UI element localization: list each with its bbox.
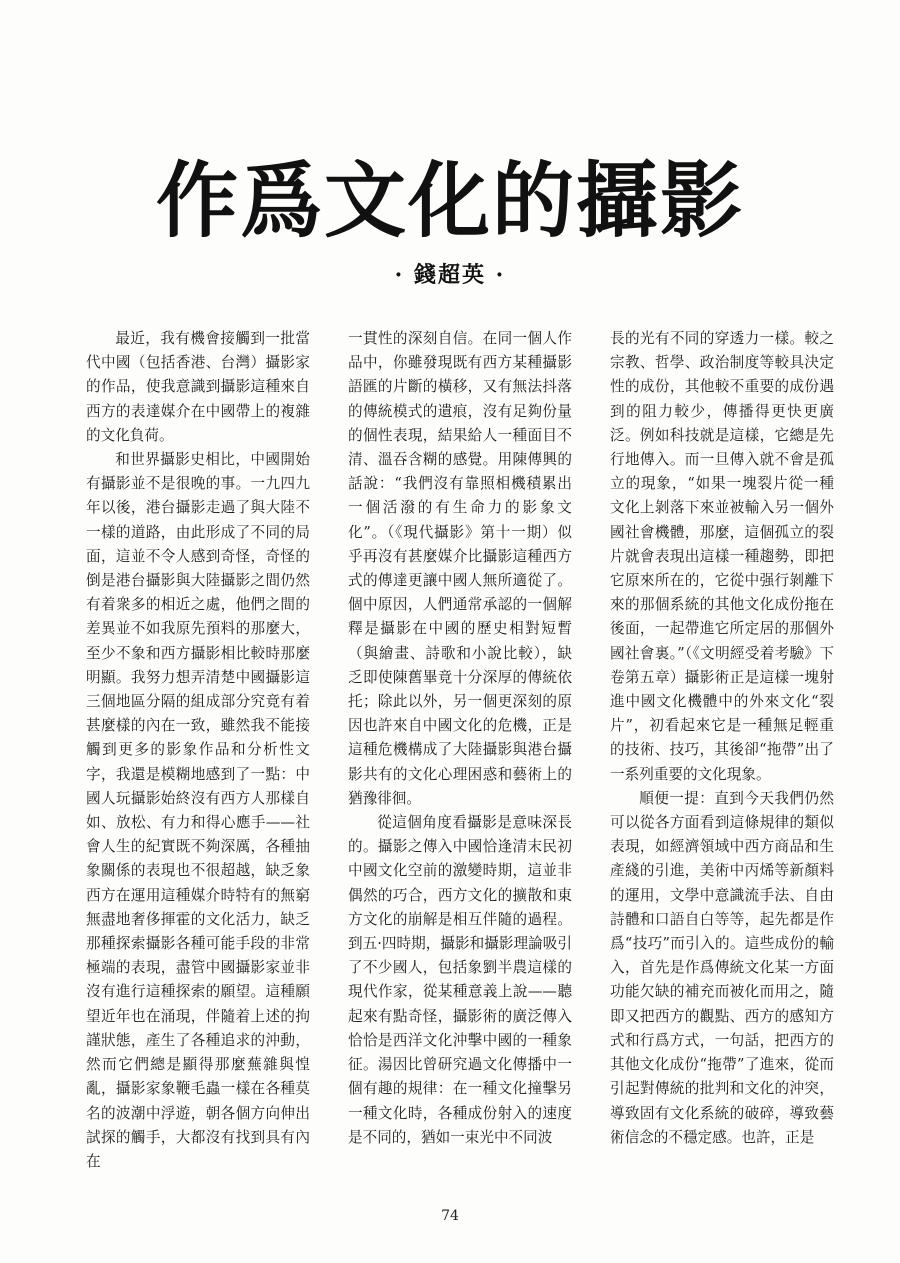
text-column-1 (86, 327, 310, 1174)
paragraph: 順便一提：直到今天我們仍然可以從各方面看到這條規律的類似表現，如經濟領域中西方商品和生產綫的引進，美術中丙烯等新顏料的運用，文學中意識流手法、自由詩體和口語自白等等，起先都是作爲“技巧”而引入的。這些成份的輸入，首先是作爲傳統文化某一方面功能欠缺的補充而被化而用之，隨即又把西方的觀點、西方的感知方式和行爲方式，一句話，把西方的其他文化成份“拖帶”了進來，從而引起對傳統的批判和文化的沖突，導致固有文化系統的破碎，導致藝術信念的不穩定感。也許，正是 (610, 789, 834, 1146)
text-column-3 (610, 327, 834, 1150)
article-author: · 錢超英 · (394, 262, 506, 288)
paragraph: 從這個角度看攝影是意味深長的。攝影之傳入中國恰逢清末民初中國文化空前的激變時期，這並非偶然的巧合，西方文化的擴散和東方文化的崩解是相互伴隨的過程。到五·四時期，攝影和攝影理論吸引了不少國人，包括象劉半農這樣的現代作家，從某種意義上說——聽起來有點奇怪，攝影術的廣泛傳入恰恰是西洋文化沖擊中國的一種象征。湯因比曾研究過文化傳播中一個有趣的規律：在一種文化撞擊另一種文化時，各種成份射入的速度是不同的，猶如一束光中不同波 (348, 814, 572, 1146)
paragraph: 長的光有不同的穿透力一樣。較之宗教、哲學、政治制度等較具決定性的成份，其他較不重要的成份遇到的阻力較少，傳播得更快更廣泛。例如科技就是這樣，它總是先行地傳入。而一旦傳入就不會是孤立的現象，“如果一塊裂片從一種文化上剝落下來並被輸入另一個外國社會機體，那麼，這個孤立的裂片就會表現出這樣一種趨勢，即把它原來所在的，它從中强行剝離下來的那個系統的其他文化成份拖在後面，一起帶進它所定居的那個外國社會裏。”（《文明經受着考驗》下卷第五章）攝影術正是這樣一塊射進中國文化機體中的外來文化“裂片”，初看起來它是一種無足輕重的技術、技巧，其後卻“拖帶”出了一系列重要的文化現象。 (610, 330, 834, 783)
paragraph: 和世界攝影史相比，中國開始有攝影並不是很晚的事。一九四九年以後，港台攝影走過了與大陸不一樣的道路，由此形成了不同的局面，這並不令人感到奇怪，奇怪的倒是港台攝影與大陸攝影之間仍然有着衆多的相近之處，他們之間的差異並不如我原先預料的那麼大，至少不象和西方攝影相比較時那麼明顯。我努力想弄清楚中國攝影這三個地區分隔的組成部分究竟有着甚麼樣的內在一致，雖然我不能接觸到更多的影象作品和分析性文字，我還是模糊地感到了一點：中國人玩攝影始終沒有西方人那樣自如、放松、有力和得心應手——社會人生的紀實既不夠深厲，各種抽象關係的表現也不很超越，缺乏象西方在運用這種媒介時特有的無窮無盡地奢侈揮霍的文化活力，缺乏那種探索攝影各種可能手段的非常極端的表現，盡管中國攝影家並非沒有進行這種探索的願望。這種願望近年也在涌現，伴隨着上述的拘謹狀態，產生了各種追求的沖動，然而它們總是顯得那麼蕪雜與惶亂，攝影家象鞭毛蟲一樣在各種莫名的波潮中浮遊，朝各個方向伸出試探的觸手，大都沒有找到具有內在 (86, 451, 310, 1170)
paragraph: 最近，我有機會接觸到一批當代中國（包括香港、台灣）攝影家的作品，使我意識到攝影這種來自西方的表達媒介在中國帶上的複雜的文化負荷。 (86, 330, 310, 444)
article-title: 作爲文化的攝影 (155, 153, 744, 249)
page-number: 74 (441, 1208, 459, 1224)
article-body (86, 327, 834, 1170)
paragraph: 一貫性的深刻自信。在同一個人作品中，你雖發現既有西方某種攝影語匯的片斷的橫移，又有無法抖落的傳統模式的遺痕，沒有足夠份量的個性表現，結果給人一種面目不清、溫吞含糊的感覺。用陳傳興的話說：“我們沒有靠照相機積累出一個活潑的有生命力的影象文化”。（《現代攝影》第十一期）似乎再沒有甚麼媒介比攝影這種西方式的傳達更讓中國人無所適從了。個中原因，人們通常承認的一個解釋是攝影在中國的歷史相對短暫（與繪畫、詩歌和小說比較），缺乏即使陳舊畢竟十分深厚的傳統依托；除此以外，另一個更深刻的原因也許來自中國文化的危機，正是這種危機構成了大陸攝影與港台攝影共有的文化心理困惑和藝術上的猶豫徘徊。 (348, 330, 572, 807)
text-column-2 (348, 327, 572, 1150)
